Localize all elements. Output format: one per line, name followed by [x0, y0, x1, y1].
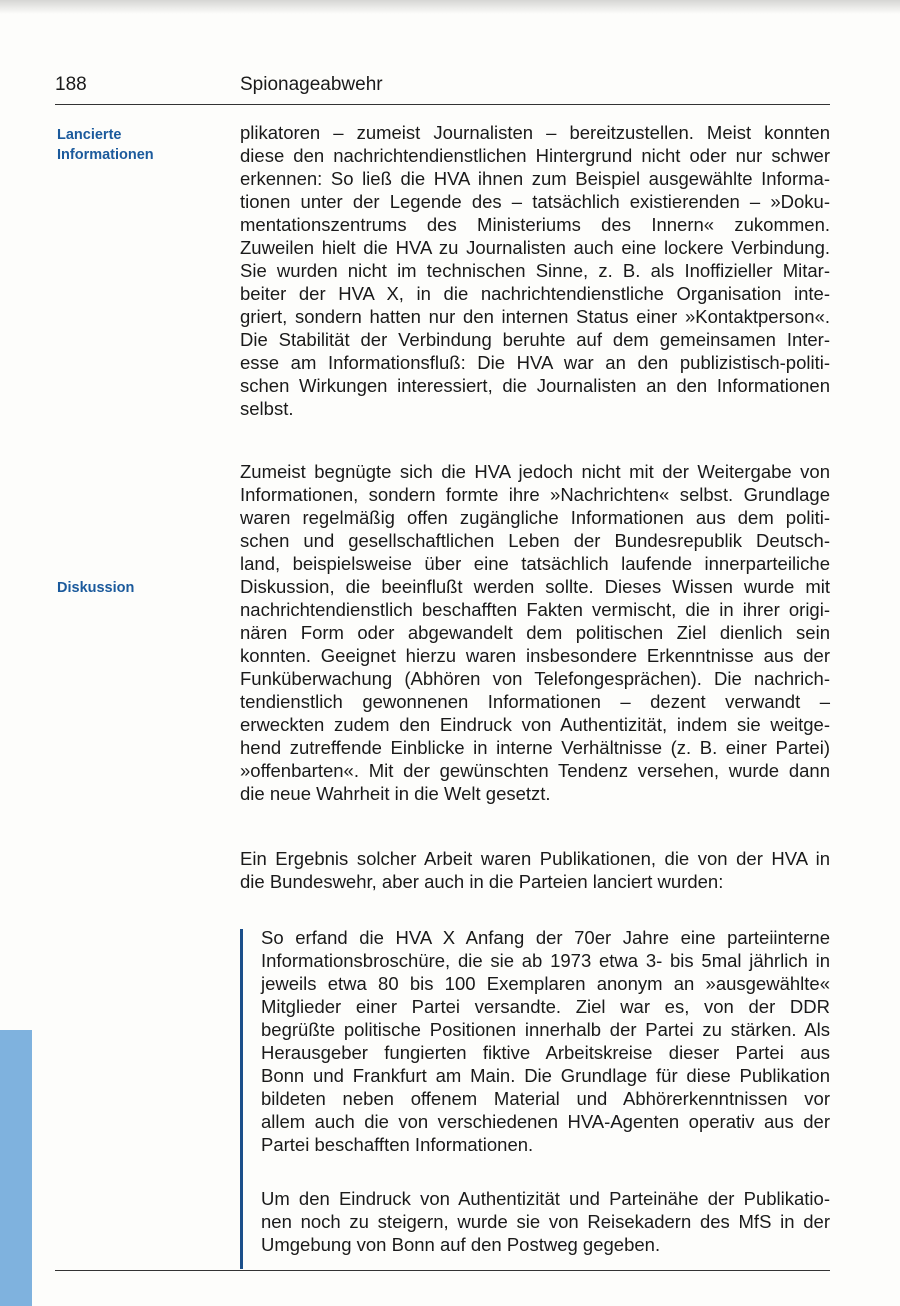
- text-line: Partei beschafften Informationen.: [261, 1134, 534, 1155]
- text-line: Um den Eindruck von Authentizität und Parteinähe der Publikatio-: [261, 1188, 830, 1209]
- text-line: die neue Wahrheit in die Welt gesetzt.: [240, 783, 551, 804]
- page-number: 188: [55, 74, 87, 95]
- text-line: Ein Ergebnis solcher Arbeit waren Publikationen, die von der HVA in: [240, 848, 830, 869]
- text-line: griert, sondern hatten nur den internen Status einer »Kontaktperson«.: [240, 306, 830, 327]
- header-rule: [55, 104, 830, 105]
- text-line: begrüßte politische Positionen innerhalb der Partei zu stärken. Als: [261, 1019, 830, 1040]
- text-line: konnten. Geeignet hierzu waren insbesondere Erkenntnisse aus der: [240, 645, 830, 666]
- text-line: jeweils etwa 80 bis 100 Exemplaren anonym an »ausgewählte«: [261, 973, 830, 994]
- example-quote-paragraph-1: [261, 926, 830, 1156]
- text-line: Herausgeber fungierten fiktive Arbeitskreise dieser Partei aus: [261, 1042, 830, 1063]
- margin-note-lancierte-informationen: [57, 125, 217, 165]
- text-line: Informationen, sondern formte ihre »Nachrichten« selbst. Grundlage: [240, 484, 830, 505]
- running-head: Spionageabwehr: [240, 74, 383, 95]
- margin-note-diskussion: Diskussion: [57, 580, 135, 596]
- text-line: land, beispielsweise über eine tatsächlich laufende innerparteiliche: [240, 553, 830, 574]
- body-paragraph-1: [240, 121, 830, 420]
- text-line: bildeten neben offenem Material und Abhörerkenntnissen vor: [261, 1088, 830, 1109]
- text-line: tionen unter der Legende des – tatsächlich existierenden – »Doku-: [240, 191, 830, 212]
- text-line: Zuweilen hielt die HVA zu Journalisten auch eine lockere Verbindung.: [240, 237, 830, 258]
- text-line: nen noch zu steigern, wurde sie von Reisekadern des MfS in der: [261, 1211, 830, 1232]
- text-line: diese den nachrichtendienstlichen Hintergrund nicht oder nur schwer: [240, 145, 830, 166]
- text-line: nachrichtendienstlich beschafften Fakten vermischt, die in ihrer origi-: [240, 599, 830, 620]
- text-line: mentationszentrums des Ministeriums des Innern« zukommen.: [240, 214, 830, 235]
- text-line: nären Form oder abgewandelt dem politischen Ziel dienlich sein: [240, 622, 830, 643]
- text-line: Umgebung von Bonn auf den Postweg gegeben.: [261, 1234, 661, 1255]
- text-line: allem auch die von verschiedenen HVA-Agenten operativ aus der: [261, 1111, 830, 1132]
- text-line: Mitglieder einer Partei versandte. Ziel war es, von der DDR: [261, 996, 830, 1017]
- text-line: Informationsbroschüre, die sie ab 1973 etwa 3- bis 5mal jährlich in: [261, 950, 830, 971]
- text-line: die Bundeswehr, aber auch in die Parteien lanciert wurden:: [240, 871, 724, 892]
- text-line: »offenbarten«. Mit der gewünschten Tendenz versehen, wurde dann: [240, 760, 830, 781]
- text-line: hend zutreffende Einblicke in interne Verhältnisse (z. B. einer Partei): [240, 737, 830, 758]
- body-paragraph-2: [240, 460, 830, 805]
- text-line: erweckten zudem den Eindruck von Authentizität, indem sie weitge-: [240, 714, 830, 735]
- example-quote-paragraph-2: [261, 1187, 830, 1256]
- text-line: waren regelmäßig offen zugängliche Informationen aus dem politi-: [240, 507, 830, 528]
- margin-note-line: Informationen: [57, 147, 154, 163]
- text-line: Zumeist begnügte sich die HVA jedoch nicht mit der Weitergabe von: [240, 461, 830, 482]
- chapter-thumb-tab: [0, 1030, 32, 1306]
- text-line: erkennen: So ließ die HVA ihnen zum Beispiel ausgewählte Informa-: [240, 168, 830, 189]
- footer-rule: [55, 1270, 830, 1271]
- text-line: Diskussion, die beeinflußt werden sollte. Dieses Wissen wurde mit: [240, 576, 830, 597]
- text-line: selbst.: [240, 398, 294, 419]
- scan-edge-shadow: [0, 0, 900, 14]
- text-line: plikatoren – zumeist Journalisten – bereitzustellen. Meist konnten: [240, 122, 830, 143]
- text-line: esse am Informationsfluß: Die HVA war an den publizistisch-politi-: [240, 352, 830, 373]
- quote-bar: [240, 929, 243, 1269]
- body-paragraph-3: [240, 847, 830, 893]
- text-line: beiter der HVA X, in die nachrichtendienstliche Organisation inte-: [240, 283, 830, 304]
- text-line: Funküberwachung (Abhören von Telefongesprächen). Die nachrich-: [240, 668, 830, 689]
- text-line: Sie wurden nicht im technischen Sinne, z. B. als Inoffizieller Mitar-: [240, 260, 830, 281]
- text-line: Bonn und Frankfurt am Main. Die Grundlage für diese Publikation: [261, 1065, 830, 1086]
- text-line: tendienstlich gewonnenen Informationen – dezent verwandt –: [240, 691, 830, 712]
- text-line: schen und gesellschaftlichen Leben der Bundesrepublik Deutsch-: [240, 530, 830, 551]
- text-line: schen Wirkungen interessiert, die Journalisten an den Informationen: [240, 375, 830, 396]
- text-line: Die Stabilität der Verbindung beruhte auf dem gemeinsamen Inter-: [240, 329, 830, 350]
- text-line: So erfand die HVA X Anfang der 70er Jahre eine parteiinterne: [261, 927, 830, 948]
- margin-note-line: Lancierte: [57, 127, 122, 143]
